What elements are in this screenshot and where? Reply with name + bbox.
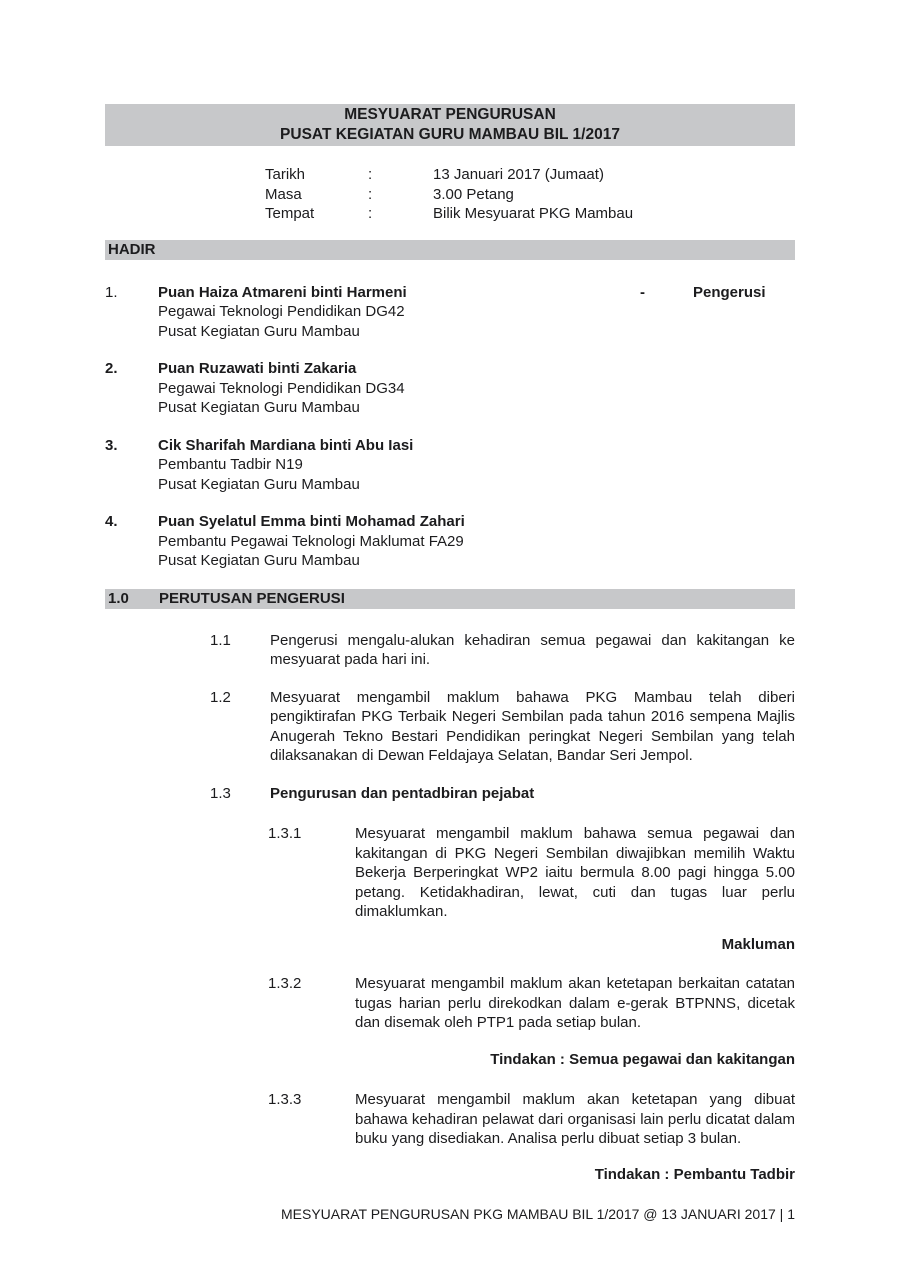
attendee-details <box>158 512 795 571</box>
section-heading: PERUTUSAN PENGERUSI <box>159 589 345 607</box>
attendee-name-row <box>158 283 795 303</box>
detail-value: Bilik Mesyuarat PKG Mambau <box>433 205 634 222</box>
attendee-details <box>158 283 795 342</box>
section-1-heading-bar <box>105 589 795 609</box>
minute-subsection-heading: Pengurusan dan pentadbiran pejabat <box>270 784 535 802</box>
minute-item-text: Mesyuarat mengambil maklum bahawa semua pegawai dan kakitangan di PKG Negeri Sembilan diwajibkan memilih Waktu Bekerja Berperingkat WP2 iaitu bermula 8.00 pagi hingga 5.00 petang. Ketidakhadiran, lewat, cuti dan tugas luar perlu dimaklumkan. <box>355 825 795 920</box>
attendee-details <box>158 359 795 418</box>
document-title-line1: MESYUARAT PENGURUSAN <box>344 106 556 123</box>
minute-item-text: Pengerusi mengalu-alukan kehadiran semua pegawai dan kakitangan ke mesyuarat pada hari ini. <box>270 631 795 668</box>
document-title-line2: PUSAT KEGIATAN GURU MAMBAU BIL 1/2017 <box>280 126 620 143</box>
attendee-organisation: Pusat Kegiatan Guru Mambau <box>158 322 360 340</box>
detail-separator: : <box>368 185 373 203</box>
attendee-organisation: Pusat Kegiatan Guru Mambau <box>158 399 360 416</box>
detail-row-masa <box>265 185 795 205</box>
minute-item-1-1 <box>210 631 795 670</box>
hadir-heading-bar <box>105 240 795 260</box>
attendee-number: 1. <box>105 283 118 301</box>
detail-label: Masa <box>265 185 302 203</box>
attendee-item-4 <box>105 512 795 571</box>
attendee-position: Pembantu Pegawai Teknologi Maklumat FA29 <box>158 532 464 550</box>
detail-label: Tarikh <box>265 166 306 183</box>
attendee-organisation: Pusat Kegiatan Guru Mambau <box>158 552 360 569</box>
attendee-details <box>158 436 795 495</box>
minute-item-1-3-1 <box>268 824 795 922</box>
action-line-tindakan-semua: Tindakan : Semua pegawai dan kakitangan <box>490 1050 795 1068</box>
attendee-role-dash: - <box>640 283 645 301</box>
minute-item-number: 1.2 <box>210 688 231 706</box>
attendee-name: Puan Ruzawati binti Zakaria <box>158 360 357 377</box>
meeting-details <box>265 165 795 224</box>
document-title-band <box>105 104 795 146</box>
attendee-name: Puan Haiza Atmareni binti Harmeni <box>158 283 407 301</box>
action-line-makluman: Makluman <box>721 935 795 953</box>
attendee-position: Pegawai Teknologi Pendidikan DG42 <box>158 303 405 320</box>
attendee-item-3 <box>105 436 795 495</box>
attendee-number: 3. <box>105 436 118 454</box>
attendee-item-2 <box>105 359 795 418</box>
attendee-role: Pengerusi <box>693 283 766 301</box>
detail-separator: : <box>368 166 373 183</box>
hadir-heading: HADIR <box>108 240 156 258</box>
detail-row-tarikh <box>265 165 795 185</box>
attendee-position: Pegawai Teknologi Pendidikan DG34 <box>158 379 405 397</box>
page-footer: MESYUARAT PENGURUSAN PKG MAMBAU BIL 1/2017 @ 13 JANUARI 2017 | 1 <box>281 1206 795 1222</box>
minute-item-text: Mesyuarat mengambil maklum bahawa PKG Mambau telah diberi pengiktirafan PKG Terbaik Negeri Sembilan pada tahun 2016 sempena Majlis Anugerah Tekno Bestari Pendidikan peringkat Negeri Sembilan yang telah dilaksanakan di Dewan Feldajaya Selatan, Bandar Seri Jempol. <box>270 688 795 764</box>
minute-item-text: Mesyuarat mengambil maklum akan ketetapan berkaitan catatan tugas harian perlu direkodkan dalam e-gerak BTPNNS, dicetak dan disemak oleh PTP1 pada setiap bulan. <box>355 975 795 1031</box>
minute-item-number: 1.1 <box>210 631 231 649</box>
minute-item-1-3-2 <box>268 974 795 1033</box>
attendee-name: Puan Syelatul Emma binti Mohamad Zahari <box>158 513 465 530</box>
attendee-item-1 <box>105 283 795 342</box>
detail-row-tempat <box>265 204 795 224</box>
attendee-position: Pembantu Tadbir N19 <box>158 456 303 473</box>
minute-item-text: Mesyuarat mengambil maklum akan ketetapan yang dibuat bahawa kehadiran pelawat dari organisasi lain perlu dicatat dalam buku yang disediakan. Analisa perlu dibuat setiap 3 bulan. <box>355 1091 795 1147</box>
attendee-list <box>105 283 795 571</box>
minute-item-1-2 <box>210 688 795 766</box>
action-line-tindakan-pembantu: Tindakan : Pembantu Tadbir <box>594 1165 795 1183</box>
attendee-number: 4. <box>105 513 118 530</box>
attendee-name: Cik Sharifah Mardiana binti Abu Iasi <box>158 436 414 454</box>
minute-item-number: 1.3.2 <box>268 975 302 992</box>
detail-value: 13 Januari 2017 (Jumaat) <box>433 166 604 183</box>
attendee-organisation: Pusat Kegiatan Guru Mambau <box>158 475 360 493</box>
minute-item-1-3-3 <box>268 1090 795 1149</box>
minute-item-number: 1.3.1 <box>268 825 302 842</box>
detail-separator: : <box>368 205 373 222</box>
attendee-number: 2. <box>105 360 118 377</box>
minute-item-1-3 <box>210 784 795 804</box>
detail-value: 3.00 Petang <box>433 185 514 203</box>
detail-label: Tempat <box>265 205 315 222</box>
section-number: 1.0 <box>108 589 129 607</box>
minute-item-number: 1.3 <box>210 784 231 802</box>
minute-item-number: 1.3.3 <box>268 1091 302 1108</box>
